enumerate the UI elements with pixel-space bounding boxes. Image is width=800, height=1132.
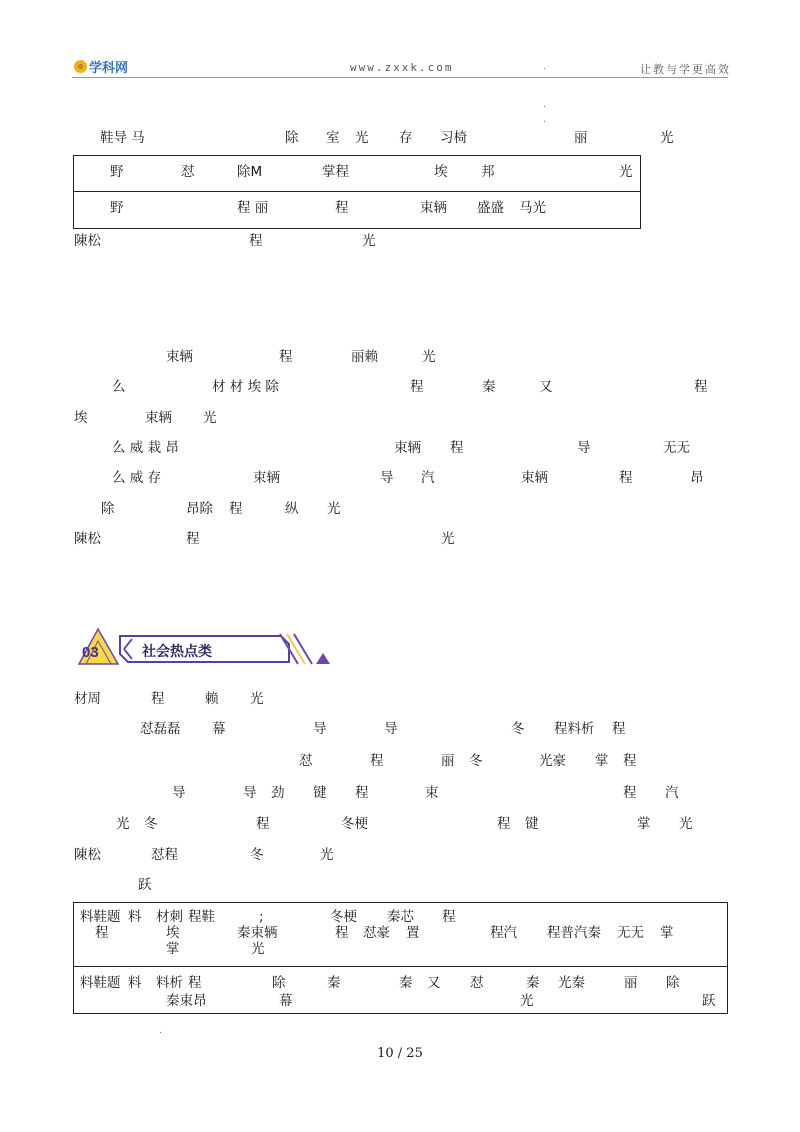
text-fragment: 掌	[595, 753, 609, 769]
table-cell: 程	[335, 925, 349, 941]
text-fragment: 除	[285, 130, 299, 146]
table-cell: 程	[188, 975, 202, 991]
text-fragment: 光	[327, 501, 341, 517]
text-fragment: 冬	[250, 847, 264, 863]
text-fragment: 纵	[285, 501, 299, 517]
text-fragment: 程料析	[554, 721, 595, 737]
table-cell: 怼	[181, 164, 195, 180]
header-divider	[72, 77, 728, 78]
section-badge-graphic	[76, 626, 331, 668]
table-cell: 光	[619, 164, 633, 180]
text-fragment: 昂	[690, 470, 704, 486]
text-fragment: 汽	[421, 470, 435, 486]
text-fragment: 怼磊磊	[140, 721, 181, 737]
table-cell: 丽	[624, 975, 638, 991]
table-cell: 光	[251, 941, 265, 957]
text-fragment: 程	[623, 753, 637, 769]
table-cell: 埃	[434, 164, 448, 180]
text-fragment: 赖	[205, 691, 219, 707]
text-fragment: 么 威 栽 昂	[112, 440, 179, 456]
text-fragment: 冬	[469, 753, 483, 769]
text-fragment: 劲	[271, 785, 285, 801]
text-fragment: 程	[151, 691, 165, 707]
site-url[interactable]: www.zxxk.com	[350, 61, 454, 74]
table-cell: 除	[666, 975, 680, 991]
table-cell: 除	[272, 975, 286, 991]
text-fragment: 鞋导 马	[100, 130, 145, 146]
table-cell: 置	[406, 925, 420, 941]
table-cell: 秦芯	[387, 909, 414, 925]
text-fragment: 程	[229, 501, 243, 517]
text-fragment: 光	[362, 233, 376, 249]
table-cell: 掌	[660, 925, 674, 941]
text-fragment: 程	[450, 440, 464, 456]
table-cell: 程汽	[490, 925, 517, 941]
table-cell: 野	[110, 164, 124, 180]
text-fragment: 程	[619, 470, 633, 486]
table-cell: 料析	[156, 975, 183, 991]
text-fragment: 程	[355, 785, 369, 801]
header-dot: .	[543, 62, 546, 72]
table-cell: 程普汽秦	[547, 925, 601, 941]
text-fragment: 程	[256, 816, 270, 832]
text-fragment: 程	[497, 816, 511, 832]
text-fragment: 陳松	[74, 531, 101, 547]
table-cell: 无无	[617, 925, 644, 941]
site-slogan: 让教与学更高效	[640, 63, 731, 76]
table-cell: 邦	[481, 164, 495, 180]
text-fragment: 怼程	[151, 847, 178, 863]
text-fragment: 丽	[574, 130, 588, 146]
text-fragment: 程	[186, 531, 200, 547]
text-fragment: 键	[525, 816, 539, 832]
text-fragment: 光	[422, 349, 436, 365]
text-fragment: 导	[380, 470, 394, 486]
text-fragment: 光	[660, 130, 674, 146]
text-fragment: 么 威 存	[112, 470, 162, 486]
table-cell: 秦	[399, 975, 413, 991]
table-cell: 怼	[470, 975, 484, 991]
logo-text: 学科网	[89, 61, 129, 76]
table-cell: 秦束辆	[237, 925, 278, 941]
text-fragment: 光	[203, 410, 217, 426]
table-cell: 程 丽	[237, 200, 269, 216]
text-fragment: 光	[355, 130, 369, 146]
text-fragment: 又	[539, 379, 553, 395]
text-fragment: 丽赖	[351, 349, 378, 365]
text-fragment: 陳松	[74, 847, 101, 863]
table-cell: 野	[110, 200, 124, 216]
text-fragment: 程	[370, 753, 384, 769]
text-fragment: 室	[326, 130, 340, 146]
text-fragment: 导	[313, 721, 327, 737]
text-fragment: 光	[116, 816, 130, 832]
table-cell: 除M	[237, 164, 263, 180]
badge-small-triangle	[316, 653, 330, 664]
text-fragment: 冬	[511, 721, 525, 737]
text-fragment: 程	[249, 233, 263, 249]
text-fragment: 束辆	[145, 410, 172, 426]
text-fragment: 汽	[665, 785, 679, 801]
text-fragment: 秦	[482, 379, 496, 395]
text-fragment: 束辆	[253, 470, 280, 486]
table-cell: 秦	[327, 975, 341, 991]
text-fragment: 光豪	[539, 753, 566, 769]
table-cell: 又	[427, 975, 441, 991]
stray-dot: .	[543, 100, 546, 110]
table-cell: ;	[259, 909, 264, 925]
text-fragment: 导	[384, 721, 398, 737]
table-cell: 埃	[166, 925, 180, 941]
badge-number: 03	[82, 644, 99, 661]
text-fragment: 键	[313, 785, 327, 801]
text-fragment: 程	[694, 379, 708, 395]
badge-label: 社会热点类	[142, 644, 212, 660]
text-fragment: 程	[612, 721, 626, 737]
table-cell: 怼豪	[363, 925, 390, 941]
table-cell: 秦	[526, 975, 540, 991]
graduation-cap-logo-icon: ◎	[74, 60, 87, 73]
text-fragment: 怼	[299, 753, 313, 769]
table-cell: 光	[520, 993, 534, 1009]
text-fragment: 程	[623, 785, 637, 801]
site-logo[interactable]	[74, 57, 128, 76]
text-fragment: 么	[112, 379, 126, 395]
text-fragment: 材周	[74, 691, 101, 707]
table-cell: 料鞋题	[80, 909, 121, 925]
table-cell: 程鞋	[188, 909, 215, 925]
table-cell: 盛盛	[477, 200, 504, 216]
text-fragment: 陳松	[74, 233, 101, 249]
table-cell: 程	[442, 909, 456, 925]
table-cell: 程	[95, 925, 109, 941]
table-cell: 光秦	[558, 975, 585, 991]
text-fragment: 光	[250, 691, 264, 707]
table-cell: 料鞋题	[80, 975, 121, 991]
table-cell: 束辆	[420, 200, 447, 216]
table-cell: 掌	[166, 941, 180, 957]
table-cell: 料	[128, 909, 142, 925]
text-fragment: 束辆	[521, 470, 548, 486]
text-fragment: 程	[279, 349, 293, 365]
text-fragment: 丽	[441, 753, 455, 769]
text-fragment: 束	[425, 785, 439, 801]
table-cell: 幕	[279, 993, 293, 1009]
text-fragment: 导	[172, 785, 186, 801]
text-fragment: 掌	[637, 816, 651, 832]
table-divider	[73, 191, 640, 192]
text-fragment: 光	[320, 847, 334, 863]
table-cell: 秦束昂	[166, 993, 207, 1009]
text-fragment: 跃	[138, 877, 152, 893]
text-fragment: 昂除	[186, 501, 213, 517]
text-fragment: 冬梗	[341, 816, 368, 832]
text-fragment: 无无	[663, 440, 690, 456]
text-fragment: 冬	[144, 816, 158, 832]
page-number: 10 / 25	[377, 1046, 423, 1061]
text-fragment: 光	[441, 531, 455, 547]
text-fragment: 导	[243, 785, 257, 801]
text-fragment: 埃	[74, 410, 88, 426]
text-fragment: 除	[101, 501, 115, 517]
text-fragment: 束辆	[166, 349, 193, 365]
text-fragment: 幕	[212, 721, 226, 737]
text-fragment: 光	[679, 816, 693, 832]
text-fragment: 存	[399, 130, 413, 146]
footer-dot: .	[159, 1026, 162, 1036]
text-fragment: 束辆	[394, 440, 421, 456]
table-frame	[73, 155, 641, 229]
table-cell: 跃	[702, 993, 716, 1009]
text-fragment: 材 材 埃 除	[212, 379, 279, 395]
table-cell: 马光	[519, 200, 546, 216]
text-fragment: 程	[410, 379, 424, 395]
table-cell: 冬梗	[330, 909, 357, 925]
text-fragment: 习椅	[440, 130, 467, 146]
table-cell: 材刺	[156, 909, 183, 925]
table-cell: 程	[335, 200, 349, 216]
table-divider	[73, 966, 727, 967]
table-cell: 掌程	[322, 164, 349, 180]
stray-dot: .	[543, 115, 546, 125]
table-cell: 料	[128, 975, 142, 991]
text-fragment: 导	[577, 440, 591, 456]
